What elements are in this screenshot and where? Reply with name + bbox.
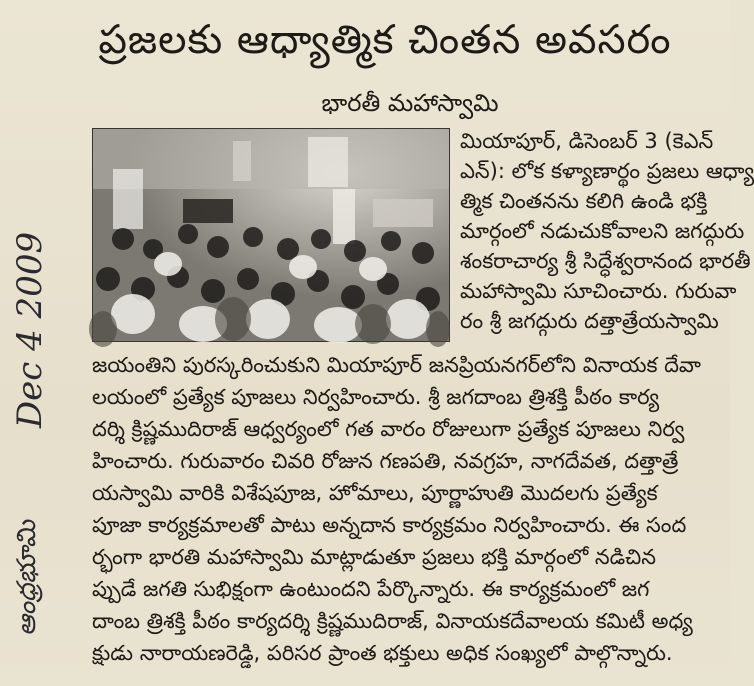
handwritten-note [0,170,60,680]
article-line: హించారు. గురువారం చివరి రోజున గణపతి, నవగ్రహ, నాగదేవత, దత్తాత్రే [92,449,679,473]
crowd-photo-image [93,129,449,341]
article-line: క్షుడు నారాయణరెడ్డి, పరిసర ప్రాంత భక్తులు అధిక సంఖ్యలో పాల్గొన్నారు. [92,641,673,665]
article-line: మియాపూర్, డిసెంబర్ 3 (కెఎన్ [460,129,714,153]
article-line: ప్పుడే జగతి సుభిక్షంగా ఉంటుందని పేర్కొన్నారు. ఈ కార్యక్రమంలో జగ [92,577,650,601]
article-line: దాంబ త్రిశక్తి పీఠం కార్యదర్శి క్రిష్ణముదిరాజ్, వినాయకదేవాలయ కమిటీ అధ్య [92,609,693,633]
article-line: త్మిక చింతనను కలిగి ఉండి భక్తి [460,189,708,213]
article-line: ఎన్): లోక కళ్యాణార్థం ప్రజలు ఆధ్యా [460,159,754,183]
news-photo [92,128,450,342]
article-line: శంకరాచార్య శ్రీ సిద్ధేశ్వరానంద భారతీ [460,249,751,273]
subheadline: భారతీ మహాస్వామి [321,89,499,117]
article-line: లయంలో ప్రత్యేక పూజలు నిర్వహించారు. శ్రీ జగదాంబ త్రిశక్తి పీఠం కార్య [92,385,660,409]
article-line: పూజా కార్యక్రమాలతో పాటు అన్నదాన కార్యక్రమం నిర్వహించారు. ఈ సంద [92,513,687,537]
handwritten-source: ఆంధ్రభూమి [12,520,42,636]
article-line: యస్వామి వారికి విశేషపూజ, హోమాలు, పూర్ణాహుతి మొదలగు ప్రత్యేక [92,481,658,505]
article-line: మహాస్వామి సూచించారు. గురువా [460,279,737,303]
headline: ప్రజలకు ఆధ్యాత్మిక చింతన అవసరం [98,17,672,63]
article-line: ర్భంగా భారతి మహాస్వామి మాట్లాడుతూ ప్రజలు భక్తి మార్గంలో నడిచిన [92,545,656,569]
article-line: దర్శి క్రిష్ణముదిరాజ్ ఆధ్వర్యంలో గత వారం రోజులుగా ప్రత్యేక పూజలు నిర్వ [92,417,685,441]
article-line: రం శ్రీ జగద్గురు దత్తాత్రేయస్వామి [460,309,719,333]
article-line: మార్గంలో నడుచుకోవాలని జగద్గురు [460,219,745,243]
article-line: జయంతిని పురస్కరించుకుని మియాపూర్ జనప్రియనగర్‌లోని వినాయక దేవా [92,353,701,377]
handwritten-date: Dec 4 2009 [10,231,50,429]
